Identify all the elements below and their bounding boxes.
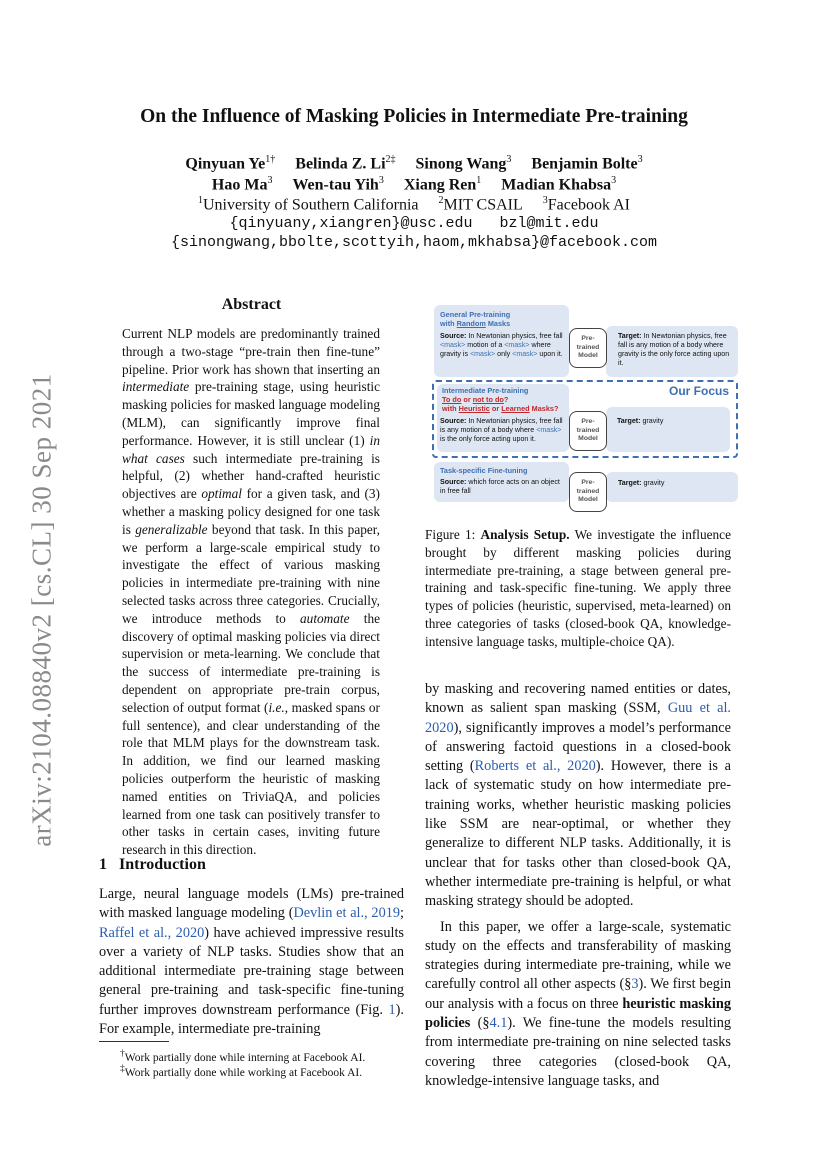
paragraph: by masking and recovering named entities or dates, known as salient span masking (SSM, Guu et al. 2020), significantly improves a model’s performance of answering factoid questions in a closed-book setting (Roberts et al., 2020). However, there is a lack of systematic study on how intermediate pre-training works, whether heuristic masking policies like SSM are near-optimal, or whether they generalize to different NLP tasks. Additionally, it is unclear that for tasks other than closed-book QA, whether intermediate pre-training is helpful, or what masking strategy should be adopted. (425, 681, 731, 910)
paragraph: In this paper, we offer a large-scale, systematic study on the effects and transferability of masking strategies during intermediate pre-training, while we carefully control all other aspects (§3). We first begin our analysis with a focus on three heuristic masking policies (§4.1). We fine-tune the models resulting from intermediate pre-training on nine selected tasks covering three categories (closed-book QA, knowledge-intensive language tasks, and (425, 918, 731, 1089)
section-heading (99, 856, 404, 874)
figure-caption: Figure 1: Analysis Setup. We investigate the influence brought by different masking policies during intermediate pre-training, a stage between general pre-training and task-specific fine-tuning. We apply three types of policies (heuristic, supervised, meta-learned) on three categories of tasks (closed-book QA, knowledge-intensive language tasks, multiple-choice QA). (425, 527, 731, 649)
intermediate-target-box (606, 407, 730, 452)
finetune-target: Target: gravity (618, 479, 665, 487)
citation-link[interactable]: Guu et al. 2020 (425, 700, 731, 736)
email: {qinyuany,xiangren}@usc.edu (229, 215, 473, 232)
pretrained-model-icon: Pre- trained Model (569, 472, 607, 512)
author-name: Madian Khabsa (501, 176, 612, 194)
author-sup: 3 (378, 175, 384, 186)
general-source: Source: In Newtonian physics, free fall <mask> motion of a <mask> where gravity is <mask> only <mask> upon it. (440, 332, 563, 358)
author-name: Hao Ma (211, 176, 268, 194)
author-sup: 1 (476, 175, 482, 186)
affiliation: MIT CSAIL (443, 196, 523, 214)
affil-sup: 3 (542, 195, 548, 206)
general-label: General Pre-training with Random Masks (440, 310, 511, 328)
general-target: Target: In Newtonian physics, free fall is any motion of a body where gravity is the only force acting upon it. (618, 332, 730, 367)
paper-title: On the Influence of Masking Policies in Intermediate Pre-training (140, 106, 688, 127)
emails-line-1 (0, 215, 828, 232)
citation-link[interactable]: Roberts et al., 2020 (474, 758, 596, 775)
footnote: †Work partially done while interning at Facebook AI. (120, 1048, 366, 1064)
arxiv-id: arXiv:2104.08840v2 [cs.CL] 30 Sep 2021 (26, 373, 57, 847)
pretrained-model-icon: Pre- trained Model (569, 411, 607, 451)
author-sup: 2‡ (385, 154, 396, 165)
finetune-label: Task-specific Fine-tuning (440, 466, 528, 475)
section-link[interactable]: 3 (631, 976, 639, 993)
figure-link[interactable]: 1 (388, 1001, 396, 1018)
footnote: ‡Work partially done while working at Facebook AI. (120, 1063, 363, 1079)
author-sup: 3 (506, 154, 512, 165)
figure-1 (431, 304, 737, 519)
intermediate-source: Source: In Newtonian physics, free fall is any motion of a body where <mask> is the only force acting upon it. (440, 417, 563, 443)
finetune-source: Source: which force acts on an object in free fall (440, 478, 560, 495)
email: {sinongwang,bbolte,scottyih,haom,mkhabsa}@facebook.com (170, 234, 658, 251)
affiliations (0, 195, 828, 214)
our-focus-label: Our Focus (669, 384, 730, 398)
citation-link[interactable]: Raffel et al., 2020 (99, 924, 205, 941)
abstract-body: Current NLP models are predominantly trained through a two-stage “pre-train then fine-tune” pipeline. Prior work has shown that inserting an intermediate pre-training stage, using heuristic masking policies for masked language modeling (MLM), can significantly improve final performance. However, it is still unclear (1) in what cases such intermediate pre-training is helpful, (2) whether hand-crafted heuristic objectives are optimal for a given task, and (3) whether a masking policy designed for one task is generalizable beyond that task. In this paper, we perform a large-scale empirical study to investigate the effect of various masking policies in intermediate pre-training with nine selected tasks across three categories. Crucially, we introduce methods to automate the discovery of optimal masking policies via direct supervision or meta-learning. We conclude that the success of intermediate pre-training is dependent on appropriate pre-train corpus, selection of output format (i.e., masked spans or full sentence), and clear understanding of the role that MLM plays for the downstream task. In addition, we find our learned masking policies outperform the heuristic of masking named entities on TriviaQA, and policies learned from one task can positively transfer to other tasks in certain cases, inviting future research in this direction. (122, 326, 381, 858)
intermediate-label: Intermediate Pre-training To do or not to do? with Heuristic or Learned Masks? (442, 386, 559, 413)
affiliation: University of Southern California (203, 196, 419, 214)
pretrained-model-icon: Pre- trained Model (569, 328, 607, 368)
affil-sup: 2 (438, 195, 444, 206)
section-number: 1 (99, 856, 107, 873)
abstract-heading: Abstract (221, 296, 282, 313)
section-title: Introduction (119, 856, 206, 873)
author-name: Xiang Ren (403, 176, 477, 194)
author-sup: 3 (637, 154, 643, 165)
emails-line-2 (0, 234, 828, 251)
citation-link[interactable]: Devlin et al., 2019 (293, 905, 401, 922)
author-sup: 3 (611, 175, 617, 186)
intro-paragraph: Large, neural language models (LMs) pre-trained with masked language modeling (Devlin et al., 2019; Raffel et al., 2020) have achieved impressive results over a variety of NLP tasks. Studies show that an additional intermediate pre-training stage between general pre-training and task-specific fine-tuning further improves downstream performance (Fig. 1). For example, intermediate pre-training (99, 886, 404, 1038)
author-name: Wen-tau Yih (292, 176, 379, 194)
affiliation: Facebook AI (547, 196, 630, 214)
author-sup: 1† (265, 154, 276, 165)
author-line-2 (0, 175, 828, 194)
author-line-1 (0, 154, 828, 173)
affil-sup: 1 (198, 195, 203, 206)
footnote-rule (99, 1041, 169, 1042)
author-name: Benjamin Bolte (531, 155, 638, 173)
author-sup: 3 (267, 175, 273, 186)
author-name: Qinyuan Ye (185, 155, 266, 173)
section-link[interactable]: 4.1 (489, 1015, 508, 1032)
arxiv-stamp (22, 360, 62, 860)
author-name: Sinong Wang (415, 155, 507, 173)
email: bzl@mit.edu (499, 215, 599, 232)
author-name: Belinda Z. Li (295, 155, 386, 173)
right-column-text (425, 680, 731, 1091)
intermediate-target: Target: gravity (617, 417, 664, 425)
